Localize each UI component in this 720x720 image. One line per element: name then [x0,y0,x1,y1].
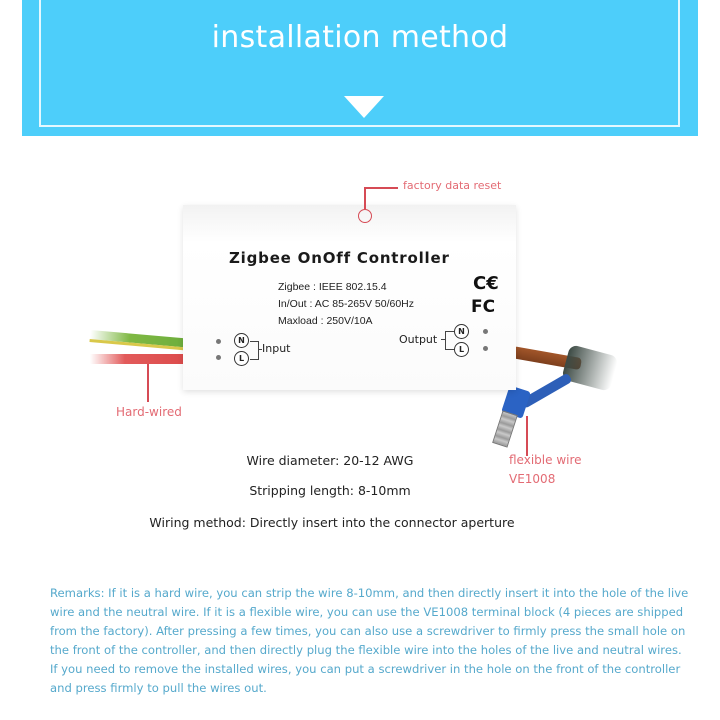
ferrule-pin [492,410,518,447]
hard-wired-label: Hard-wired [116,405,182,419]
ce-mark-icon: C€ [473,273,499,294]
remarks-paragraph: Remarks: If it is a hard wire, you can strip the wire 8-10mm, and then directly insert it into the hole of the live wire and the neutral wire. If it is a flexible wire, you can use the VE1008 terminal block (4 pieces are shipped from the factory). After pressing a few times, you can also use a screwdriver to firmly press the small hole on the front of the controller, and then directly plug the flexible wire into the holes of the live and neutral wires. If you need to remove the installed wires, you can put a screwdriver in the hole on the front of the controller and press firmly to pull the wires out. [50,586,689,695]
reset-hole-marker [358,209,372,223]
controller-device [183,205,516,390]
gray-cable [561,344,619,392]
hard-wired-leader [147,364,149,402]
reset-leader-vertical [364,187,366,209]
header-banner [22,0,698,136]
output-hole-n [483,329,488,334]
spec-zigbee: Zigbee : IEEE 802.15.4 [278,281,387,293]
flexible-wire-label: flexible wire [509,453,582,467]
down-triangle-icon [344,96,384,118]
input-hole-l [216,355,221,360]
wire-diameter: Wire diameter: 20-12 AWG [246,453,414,468]
input-hole-n [216,339,221,344]
input-bracket [250,341,259,360]
green-yellow-wire [89,330,190,351]
device-title: Zigbee OnOff Controller [229,249,450,267]
output-terminal-n-icon: N [454,324,469,339]
reset-annotation: factory data reset [403,179,502,192]
input-terminal-n-icon: N [234,333,249,348]
input-terminal-l-icon: L [234,351,249,366]
output-bracket [445,331,454,350]
stripping-length: Stripping length: 8-10mm [249,483,411,498]
flexible-wire-leader [526,416,528,456]
input-label: Input [262,342,291,355]
output-terminal-l-icon: L [454,342,469,357]
wiring-method: Wiring method: Directly insert into the connector aperture [149,515,515,530]
spec-maxload: Maxload : 250V/10A [278,315,373,327]
red-wire [90,354,190,364]
spec-in-out: In/Out : AC 85-265V 50/60Hz [278,298,414,310]
flexible-wire-model: VE1008 [509,472,556,486]
reset-leader-horizontal [364,187,398,189]
page-title: installation method [211,20,509,55]
fcc-mark-icon: FC [471,297,496,317]
output-label: Output [399,333,438,346]
output-hole-l [483,346,488,351]
